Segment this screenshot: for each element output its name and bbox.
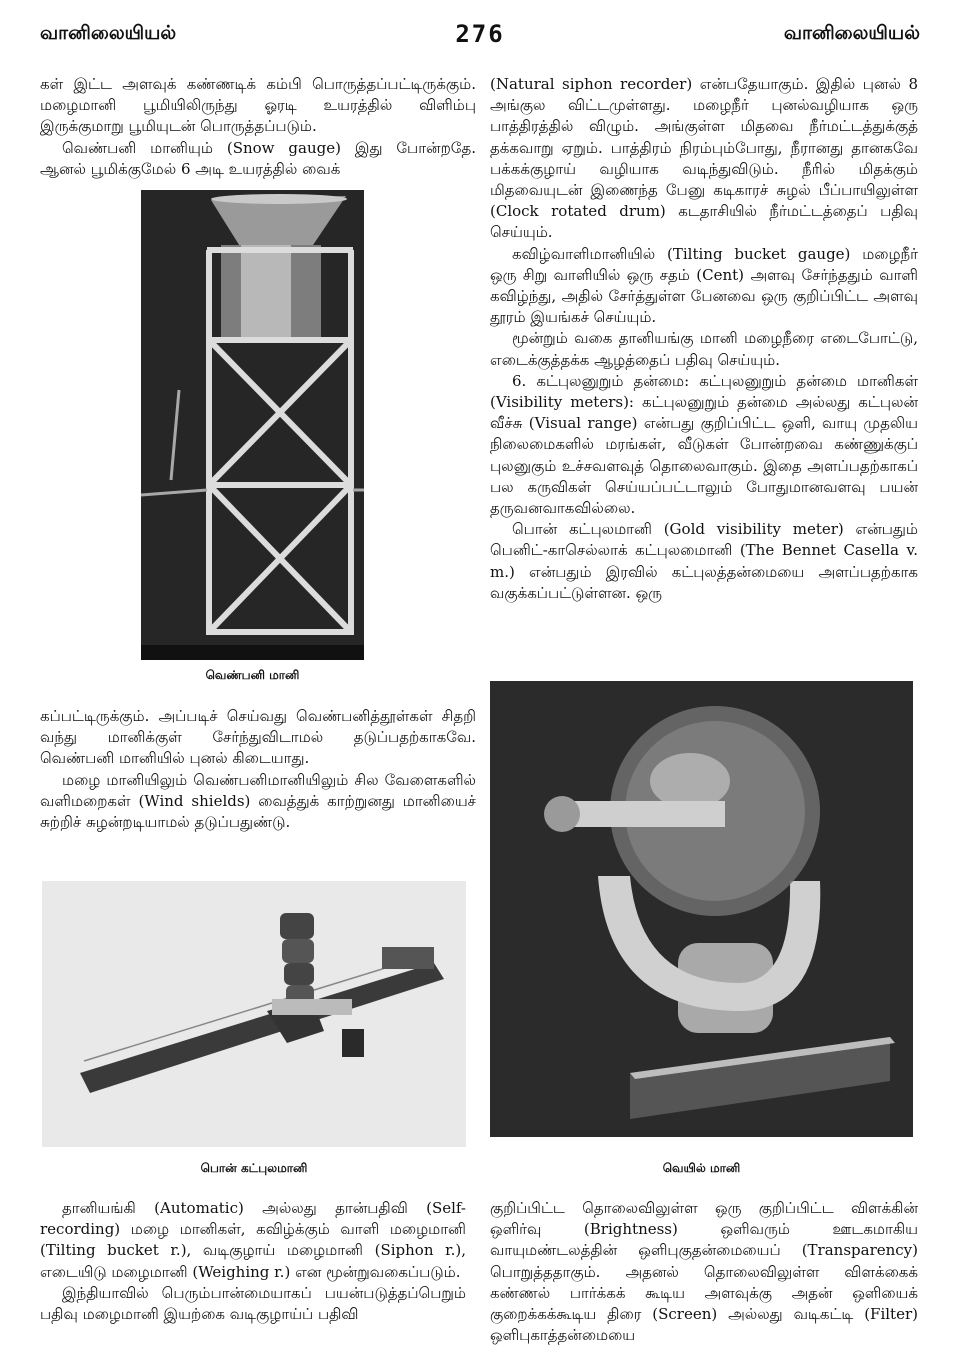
paragraph: (Natural siphon recorder) என்பதேயாகும். இதில் புனல் 8 அங்குல விட்டமுள்ளது. மழைநீர் புனல்வழியாக ஒரு பாத்திரத்தில் விழும். அங்குள்ள மிதவை நீர்மட்டத்துக்குத் தக்கவாறு ஏறும். பாத்திரம் நிரம்பும்போது, நீரானது தானகவே பக்கக்குழாய் வழியாக வடிந்துவிடும். நீரில் மிதக்கும் மிதவையுடன் இணைந்த பேனு கடிகாரச் சுழல் பீப்பாயிலுள்ள (Clock rotated drum) கடதாசியில் நீர்மட்டத்தைப் பதிவு செய்யும். — [490, 75, 918, 242]
paragraph: மழை மானியிலும் வெண்பனிமானியிலும் சில வேளைகளில் வளிமறைகள் (Wind shields) வைத்துக் காற்றுனது மானியைச் சுற்றிச் சுழன்றடியாமல் தடுப்பதுண்டு. — [40, 770, 476, 832]
paragraph: வெண்பனி மானியும் (Snow gauge) இது போன்றதே. ஆனல் பூமிக்குமேல் 6 அடி உயரத்தில் வைக் — [40, 138, 476, 178]
right-bottom-text — [490, 1198, 918, 1346]
left-top-text — [40, 74, 476, 180]
left-bottom-text — [40, 1198, 466, 1325]
running-head-right: வானிலையியல் — [783, 22, 920, 44]
running-head-left: வானிலையியல் — [40, 22, 177, 44]
paragraph: இந்தியாவில் பெரும்பான்மையாகப் பயன்படுத்தப்பெறும் பதிவு மழைமானி இயற்கை வடிகுழாய்ப் பதிவி — [40, 1283, 466, 1324]
sunshine-caption: வெயில் மானி — [662, 1161, 741, 1175]
gold-visibility-meter-photo — [42, 881, 466, 1147]
sunshine-recorder-photo — [490, 681, 913, 1137]
paragraph: கள் இட்ட அளவுக் கண்ணடிக் கம்பி பொருத்தப்பட்டிருக்கும். மழைமானி பூமியிலிருந்து ஓரடி உயரத்தில் விளிம்பு இருக்குமாறு பூமியுடன் பொருத்தப்படும். — [40, 75, 476, 136]
paragraph: பொன் கட்புலமானி (Gold visibility meter) என்பதும் பெனிட்-காசெல்லாக் கட்புலமைானி (The Bennet Casella v. m.) என்பதும் இரவில் கட்புலத்தன்மையை அளப்பதற்காக வகுக்கப்பட்டுள்ளன. ஒரு — [490, 520, 918, 602]
paragraph: மூன்றும் வகை தானியங்கு மானி மழைநீரை எடைபோட்டு, எடைக்குத்தக்க ஆழத்தைப் பதிவு செய்யும். — [490, 329, 918, 369]
right-top-text — [490, 74, 918, 604]
page-number: 276 — [455, 20, 505, 48]
snow-gauge-photo — [141, 190, 364, 660]
gold-visibility-caption: பொன் கட்புலமானி — [200, 1161, 308, 1175]
left-mid-text — [40, 706, 476, 833]
paragraph: தானியங்கி (Automatic) அல்லது தான்பதிவி (Self-recording) மழை மானிகள், கவிழ்க்கும் வாளி மழைமானி (Tilting bucket r.), வடிகுழாய் மழைமானி (Siphon r.), எடையிடு மழைமானி (Weighing r.) என மூன்றுவகைப்படும். — [40, 1199, 466, 1281]
paragraph: கவிழ்வாளிமானியில் (Tilting bucket gauge) மழைநீர் ஒரு சிறு வாளியில் ஒரு சதம் (Cent) அளவு சேர்ந்ததும் வாளி கவிழ்ந்து, அதில் சேர்த்துள்ள பேனவை ஒரு குறிப்பிட்ட அளவு தூரம் இயங்கச் செய்யும். — [490, 244, 918, 327]
paragraph: கப்பட்டிருக்கும். அப்படிச் செய்வது வெண்பனித்தூள்கள் சிதறி வந்து மானிக்குள் சேர்ந்துவிடாமல் தடுப்பதற்காகவே. வெண்பனி மானியில் புனல் கிடையாது. — [40, 707, 476, 768]
paragraph: குறிப்பிட்ட தொலைவிலுள்ள ஒரு குறிப்பிட்ட விளக்கின் ஒளிர்வு (Brightness) ஒளிவரும் ஊடகமாகிய வாயுமண்டலத்தின் ஒளிபுகுதன்மையைப் (Transparency) பொறுத்ததாகும். அதனல் தொலைவிலுள்ள விளக்கைக் கண்ணல் பார்க்கக் கூடிய அளவுக்கு அதன் ஒளியைக் குறைக்கக்கூடிய திரை (Screen) அல்லது வடிகட்டி (Filter) ஒளிபுகாத்தன்மையை — [490, 1199, 918, 1345]
paragraph: 6. கட்புலனுறும் தன்மை: கட்புலனுறும் தன்மை மானிகள் (Visibility meters): கட்புலனுறும் தன்மை அல்லது கட்புலன் வீச்சு (Visual range) என்பது குறிப்பிட்ட ஒளி, வாயு முதலிய நிலைமைகளில் மரங்கள், வீடுகள் போன்றவை கண்ணுக்குப் புலனுகும் உச்சவளவுத் தொலைவாகும். இதை அளப்பதற்காகப் பல கருவிகள் செய்யப்பட்டாலும் போதுமானவளவு பயன் தருவனவாகவில்லை. — [490, 371, 918, 518]
snow-gauge-caption: வெண்பனி மானி — [205, 668, 300, 682]
